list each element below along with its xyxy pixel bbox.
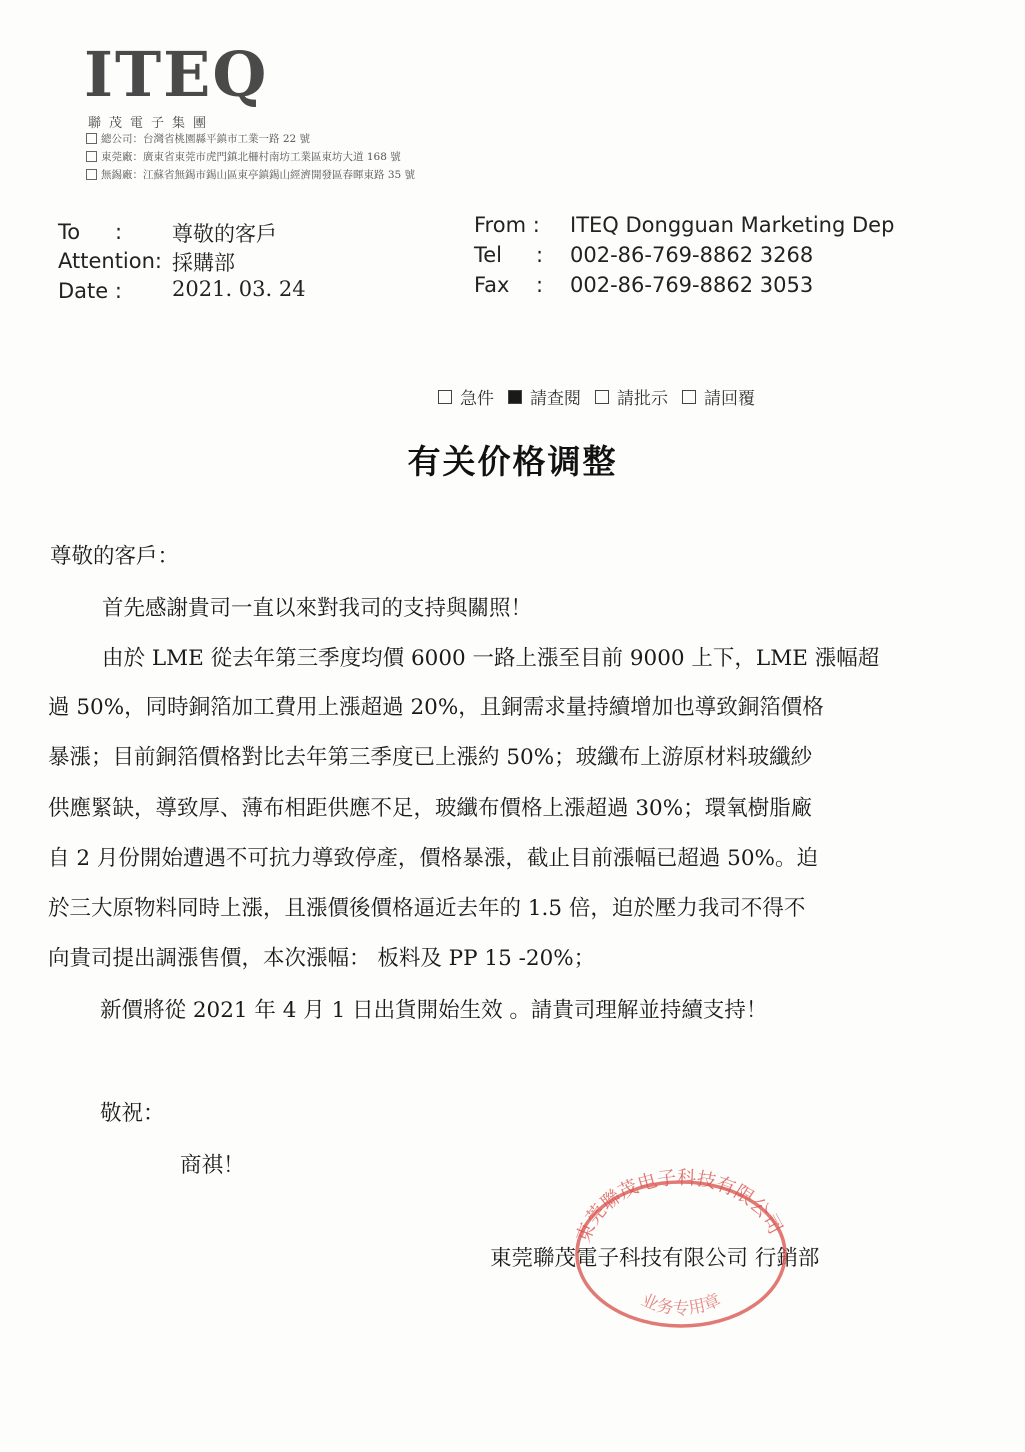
to-label: To [58,220,81,244]
tel-value: 002-86-769-8862 3268 [570,243,814,267]
tel-label: Tel [474,243,503,267]
body-line: 首先感謝貴司一直以來對我司的支持與關照！ [102,596,533,621]
salutation: 尊敬的客戶： [50,544,180,569]
address-hq-text: 總公司：台灣省桃園縣平鎮市工業一路 22 號 [101,133,311,145]
checkbox-approve-label: 請批示 [617,389,668,409]
attention-label: Attention: [58,249,162,273]
fax-label: Fax [474,273,510,297]
body-line: 向貴司提出調漲售價，本次漲幅： 板料及 PP 15 -20%； [48,946,596,971]
letter-title: 有关价格调整 [407,442,618,481]
checkbox-icon [86,169,97,180]
closing: 敬祝： [100,1101,165,1126]
signature: 東莞聯茂電子科技有限公司 行銷部 [490,1246,820,1271]
date-label: Date : [58,279,122,303]
tel-separator: : [536,243,544,267]
body-line: 於三大原物料同時上漲，且漲價後價格逼近去年的 1.5 倍，迫於壓力我司不得不 [48,896,806,921]
checkbox-empty-icon [682,390,696,404]
address-dongguan-text: 東莞廠：廣東省東莞市虎門鎮北柵村南坊工業區東坊大道 168 號 [101,151,401,163]
attention-value: 採購部 [172,251,235,275]
checkbox-icon [86,133,97,144]
checkbox-empty-icon [595,390,609,404]
checkbox-review-label: 請查閱 [530,389,581,409]
checkbox-reply-label: 請回覆 [704,389,755,409]
fax-value: 002-86-769-8862 3053 [570,273,814,297]
body-line: 自 2 月份開始遭遇不可抗力導致停產，價格暴漲，截止目前漲幅已超過 50%。迫 [48,846,818,871]
body-line: 新價將從 2021 年 4 月 1 日出貨開始生效 。請貴司理解並持續支持！ [100,998,768,1023]
body-line: 由於 LME 從去年第三季度均價 6000 一路上漲至目前 9000 上下，LME 漲幅超 [102,646,880,671]
to-value: 尊敬的客戶 [172,222,277,246]
seal-bottom-text: 业务专用章 [638,1290,724,1320]
checkbox-approve [595,384,668,409]
checkbox-empty-icon [438,390,452,404]
urgency-checkboxes [438,384,761,409]
body-line: 過 50%，同時銅箔加工費用上漲超過 20%，且銅需求量持續增加也導致銅箔價格 [48,695,824,720]
checkbox-urgent-label: 急件 [460,389,494,409]
fax-separator: : [536,273,544,297]
address-wuxi-text: 無錫廠：江蘇省無錫市錫山區東亭鎮錫山經濟開發區春暉東路 35 號 [101,169,416,181]
checkbox-icon [86,151,97,162]
closing-wish: 商祺！ [180,1153,245,1178]
checkbox-reply [682,384,755,409]
checkbox-filled-icon [508,390,522,404]
from-label: From : [474,213,540,237]
company-logo: ITEQ [84,38,269,111]
seal-arc-text: 東莞聯茂电子科技有限公司 [572,1166,787,1246]
body-line: 暴漲；目前銅箔價格對比去年第三季度已上漲約 50%；玻纖布上游原材料玻纖紗 [48,745,813,770]
to-separator: : [115,220,123,244]
checkbox-urgent [438,384,494,409]
address-hq [86,131,310,146]
address-dongguan [86,149,401,164]
checkbox-review [508,384,581,409]
group-name: 聯茂電子集團 [88,116,215,131]
address-wuxi [86,167,415,182]
from-value: ITEQ Dongguan Marketing Dep [570,213,895,237]
date-value: 2021. 03. 24 [172,277,306,301]
body-line: 供應緊缺，導致厚、薄布相距供應不足，玻纖布價格上漲超過 30%；環氧樹脂廠 [48,796,813,821]
